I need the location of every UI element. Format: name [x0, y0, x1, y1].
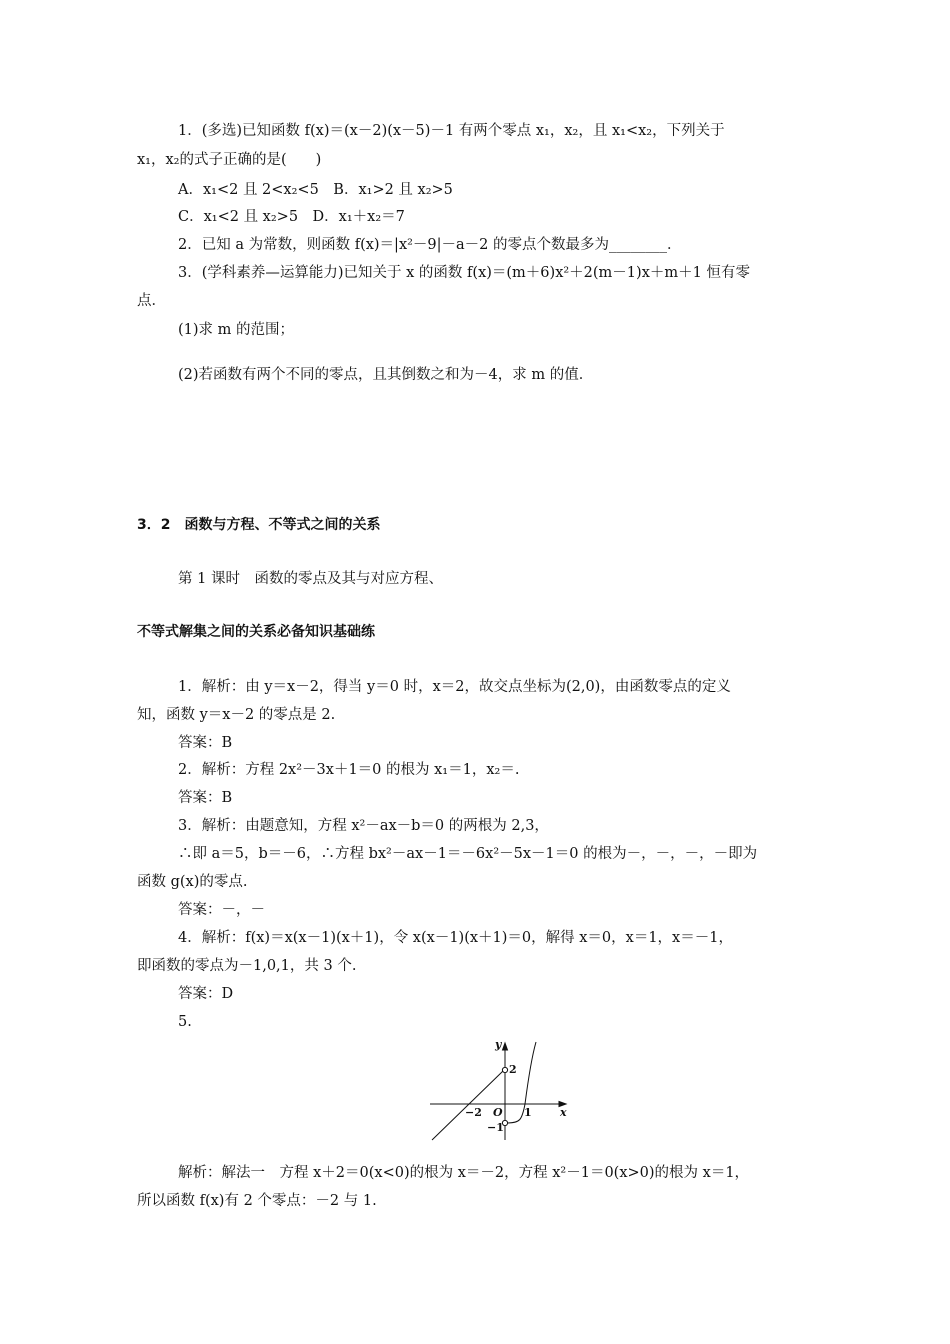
y-axis-label: y [495, 1038, 502, 1051]
exercise-1-line-1: 1．(多选)已知函数 f(x)＝(x－2)(x－5)－1 有两个零点 x₁，x₂，且 x₁<x₂，下列关于 [178, 123, 725, 139]
origin-label: O [493, 1106, 503, 1119]
exercise-3-line-2: 点． [137, 293, 166, 309]
solution-5-line-1: 解析：解法一 方程 x＋2＝0(x<0)的根为 x＝－2，方程 x²－1＝0(x>0)的根为 x＝1， [178, 1165, 750, 1181]
section-subtitle: 不等式解集之间的关系必备知识基础练 [137, 624, 375, 640]
solution-3-answer: 答案：－，－ [178, 902, 265, 918]
exercise-1-options-c-d: C．x₁<2 且 x₂>5 D．x₁＋x₂＝7 [178, 209, 405, 225]
solution-4-line-2: 即函数的零点为－1,0,1，共 3 个. [137, 958, 357, 974]
solution-5-line-2: 所以函数 f(x)有 2 个零点：－2 与 1. [137, 1193, 377, 1209]
exercise-3-part-1: (1)求 m 的范围； [178, 322, 295, 338]
solution-4-answer: 答案：D [178, 986, 234, 1002]
solution-1-line-2: 知，函数 y＝x－2 的零点是 2. [137, 707, 336, 723]
y-axis-arrow [503, 1043, 508, 1050]
function-graph [428, 1036, 573, 1146]
exercise-1-line-2: x₁，x₂的式子正确的是( ) [137, 152, 322, 168]
section-title: 3．2 函数与方程、不等式之间的关系 [137, 517, 381, 533]
lesson-title: 第 1 课时 函数的零点及其与对应方程、 [178, 571, 443, 587]
solution-5-number: 5. [178, 1014, 192, 1030]
solution-4-line-1: 4．解析：f(x)＝x(x－1)(x＋1)，令 x(x－1)(x＋1)＝0，解得 x＝0，x＝1，x＝－1， [178, 930, 733, 946]
label-1: 1 [524, 1106, 532, 1119]
exercise-3-part-2: (2)若函数有两个不同的零点，且其倒数之和为－4，求 m 的值． [178, 367, 594, 383]
exercise-2: 2．已知 a 为常数，则函数 f(x)＝|x²－9|－a－2 的零点个数最多为________． [178, 237, 682, 253]
x-axis-label: x [560, 1106, 567, 1119]
solution-3-line-2: ∴即 a＝5，b＝－6，∴方程 bx²－ax－1＝－6x²－5x－1＝0 的根为－，－，－，－即为 [178, 846, 758, 862]
solution-1-line-1: 1．解析：由 y＝x－2，得当 y＝0 时，x＝2，故交点坐标为(2,0)，由函数零点的定义 [178, 679, 731, 695]
exercise-1-options-a-b: A．x₁<2 且 2<x₂<5 B．x₁>2 且 x₂>5 [178, 182, 453, 198]
open-point-top [502, 1067, 507, 1072]
exercise-3-line-1: 3．(学科素养—运算能力)已知关于 x 的函数 f(x)＝(m＋6)x²＋2(m－1)x＋m＋1 恒有零 [178, 265, 750, 281]
label-neg-1: −1 [487, 1121, 504, 1134]
label-2: 2 [509, 1063, 517, 1076]
solution-3-line-1: 3．解析：由题意知，方程 x²－ax－b＝0 的两根为 2,3， [178, 818, 549, 834]
label-neg-2: −2 [465, 1106, 482, 1119]
solution-2-answer: 答案：B [178, 790, 233, 806]
solution-2-line-1: 2．解析：方程 2x²－3x＋1＝0 的根为 x₁＝1，x₂＝. [178, 762, 520, 778]
solution-3-line-3: 函数 g(x)的零点. [137, 874, 248, 890]
solution-1-answer: 答案：B [178, 735, 233, 751]
